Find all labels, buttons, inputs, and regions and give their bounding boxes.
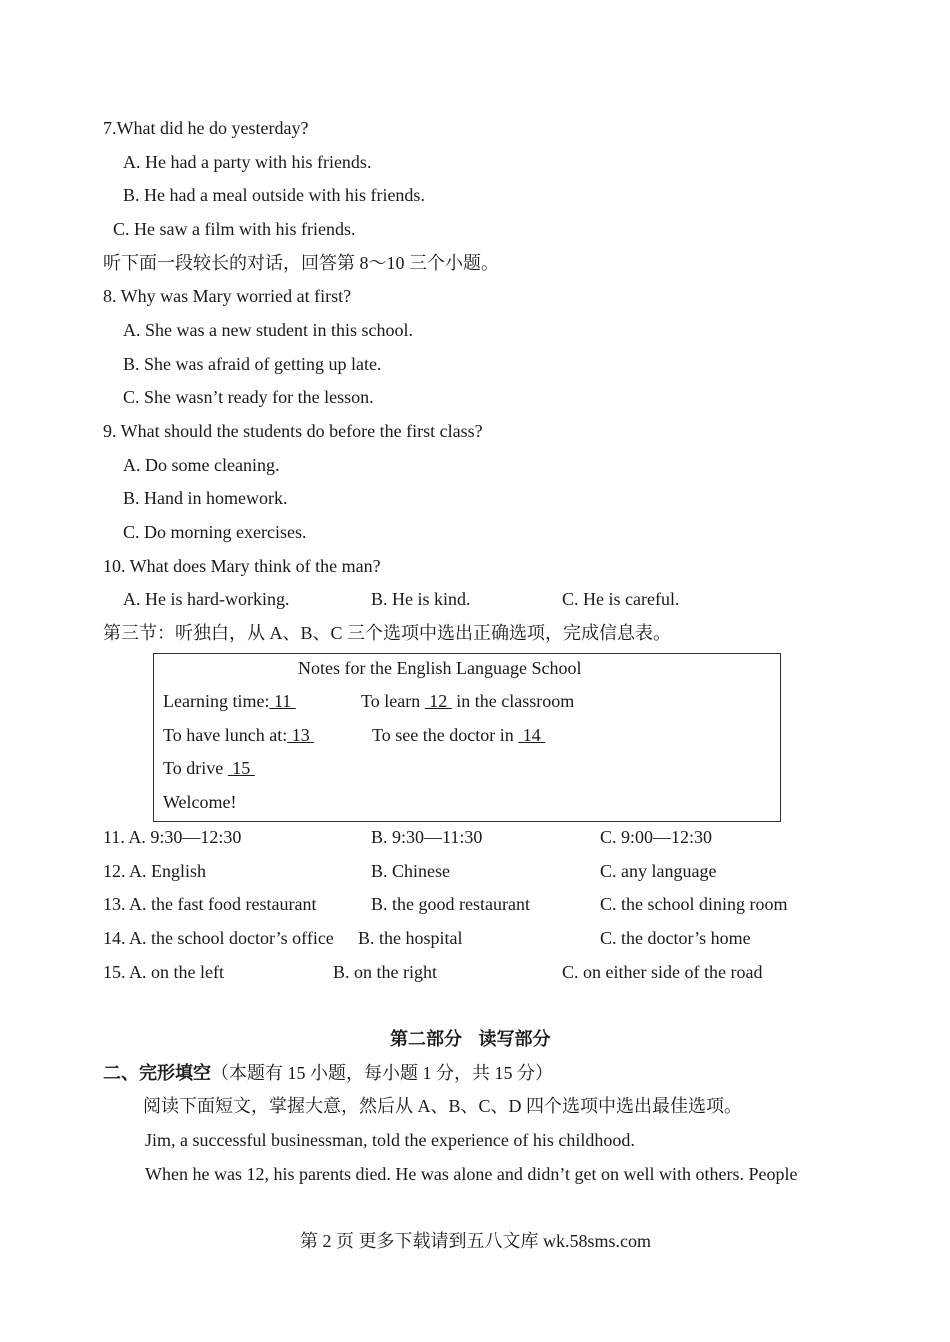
cloze-note: （本题有 15 小题，每小题 1 分，共 15 分） bbox=[211, 1063, 553, 1083]
option-14-c: C. the doctor’s home bbox=[600, 928, 751, 948]
question-7-option-a: A. He had a party with his friends. bbox=[123, 152, 372, 172]
question-10-option-c: C. He is careful. bbox=[562, 589, 680, 609]
notes-lunch bbox=[163, 724, 314, 746]
cloze-instruction: 阅读下面短文，掌握大意，然后从 A、B、C、D 四个选项中选出最佳选项。 bbox=[143, 1096, 743, 1116]
option-11-b: B. 9:30—11:30 bbox=[371, 827, 483, 847]
option-13-c: C. the school dining room bbox=[600, 894, 788, 914]
question-7-stem: 7.What did he do yesterday? bbox=[103, 118, 309, 138]
option-14-a: 14. A. the school doctor’s office bbox=[103, 928, 334, 948]
option-12-c: C. any language bbox=[600, 861, 717, 881]
passage-line-2: When he was 12, his parents died. He was alone and didn’t get on well with others. People bbox=[145, 1164, 798, 1184]
notes-drive bbox=[163, 757, 255, 779]
option-15-b: B. on the right bbox=[333, 962, 437, 982]
drive-label: To drive bbox=[163, 758, 228, 778]
doctor-label: To see the doctor in bbox=[372, 725, 519, 745]
question-10-option-a: A. He is hard-working. bbox=[123, 589, 290, 609]
lunch-label: To have lunch at: bbox=[163, 725, 288, 745]
option-15-a: 15. A. on the left bbox=[103, 962, 224, 982]
question-9-stem: 9. What should the students do before the first class? bbox=[103, 421, 483, 441]
blank-14: 14 bbox=[518, 725, 546, 745]
question-10-stem: 10. What does Mary think of the man? bbox=[103, 556, 381, 576]
question-10-option-b: B. He is kind. bbox=[371, 589, 471, 609]
notes-welcome: Welcome! bbox=[163, 792, 237, 812]
to-learn-suffix: in the classroom bbox=[451, 691, 575, 711]
option-14-b: B. the hospital bbox=[358, 928, 463, 948]
notes-learning-time bbox=[163, 690, 296, 712]
question-8-option-c: C. She wasn’t ready for the lesson. bbox=[123, 387, 374, 407]
dialog-instruction: 听下面一段较长的对话，回答第 8～10 三个小题。 bbox=[103, 253, 499, 273]
page-footer: 第 2 页 更多下载请到五八文库 wk.58sms.com bbox=[300, 1231, 651, 1251]
blank-11: 11 bbox=[269, 691, 296, 711]
question-7-option-c: C. He saw a film with his friends. bbox=[113, 219, 356, 239]
question-8-stem: 8. Why was Mary worried at first? bbox=[103, 286, 352, 306]
question-7-option-b: B. He had a meal outside with his friends. bbox=[123, 185, 425, 205]
option-11-a: 11. A. 9:30—12:30 bbox=[103, 827, 242, 847]
option-13-b: B. the good restaurant bbox=[371, 894, 530, 914]
notes-doctor bbox=[372, 724, 545, 746]
cloze-header bbox=[103, 1062, 553, 1084]
question-8-option-b: B. She was afraid of getting up late. bbox=[123, 354, 382, 374]
passage-line-1: Jim, a successful businessman, told the experience of his childhood. bbox=[145, 1130, 635, 1150]
blank-12: 12 bbox=[424, 691, 452, 711]
notes-to-learn bbox=[361, 690, 574, 712]
question-9-option-b: B. Hand in homework. bbox=[123, 488, 288, 508]
cloze-title: 二、完形填空 bbox=[103, 1063, 211, 1083]
option-11-c: C. 9:00—12:30 bbox=[600, 827, 713, 847]
part2-heading: 第二部分 读写部分 bbox=[390, 1029, 551, 1049]
to-learn-label: To learn bbox=[361, 691, 425, 711]
learning-time-label: Learning time: bbox=[163, 691, 270, 711]
option-15-c: C. on either side of the road bbox=[562, 962, 763, 982]
option-12-a: 12. A. English bbox=[103, 861, 207, 881]
notes-title: Notes for the English Language School bbox=[298, 658, 582, 678]
question-9-option-a: A. Do some cleaning. bbox=[123, 455, 280, 475]
question-9-option-c: C. Do morning exercises. bbox=[123, 522, 307, 542]
option-13-a: 13. A. the fast food restaurant bbox=[103, 894, 317, 914]
section3-instruction: 第三节：听独白，从 A、B、C 三个选项中选出正确选项，完成信息表。 bbox=[103, 623, 672, 643]
question-8-option-a: A. She was a new student in this school. bbox=[123, 320, 413, 340]
blank-15: 15 bbox=[227, 758, 255, 778]
option-12-b: B. Chinese bbox=[371, 861, 450, 881]
blank-13: 13 bbox=[287, 725, 315, 745]
